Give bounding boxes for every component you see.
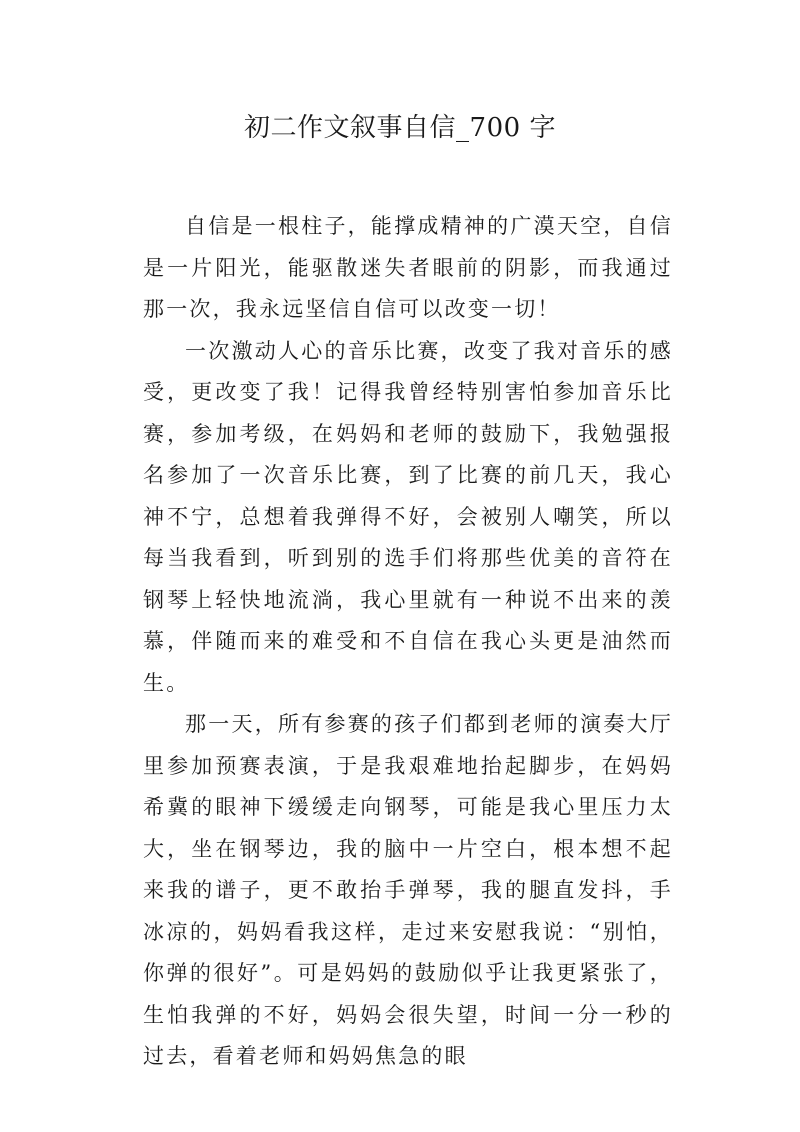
document-title: 初二作文叙事自信_700 字 (244, 113, 556, 143)
paragraph-2: 一次激动人心的音乐比赛，改变了我对音乐的感受，更改变了我！记得我曾经特别害怕参加音乐比赛，参加考级，在妈妈和老师的鼓励下，我勉强报名参加了一次音乐比赛，到了比赛的前几天，我心神不宁，总想着我弹得不好，会被别人嘲笑，所以每当我看到，听到别的选手们将那些优美的音符在钢琴上轻快地流淌，我心里就有一种说不出来的羡慕，伴随而来的难受和不自信在我心头更是油然而生。 (143, 338, 673, 695)
document-body (143, 206, 673, 1078)
paragraph-3: 那一天，所有参赛的孩子们都到老师的演奏大厅里参加预赛表演，于是我艰难地抬起脚步，在妈妈希冀的眼神下缓缓走向钢琴，可能是我心里压力太大，坐在钢琴边，我的脑中一片空白，根本想不起来我的谱子，更不敢抬手弹琴，我的腿直发抖，手冰凉的，妈妈看我这样，走过来安慰我说：“别怕，你弹的很好”。可是妈妈的鼓励似乎让我更紧张了，生怕我弹的不好，妈妈会很失望，时间一分一秒的过去，看着老师和妈妈焦急的眼 (143, 712, 673, 1068)
paragraph-1: 自信是一根柱子，能撑成精神的广漠天空，自信是一片阳光，能驱散迷失者眼前的阴影，而我通过那一次，我永远坚信自信可以改变一切！ (143, 214, 673, 321)
